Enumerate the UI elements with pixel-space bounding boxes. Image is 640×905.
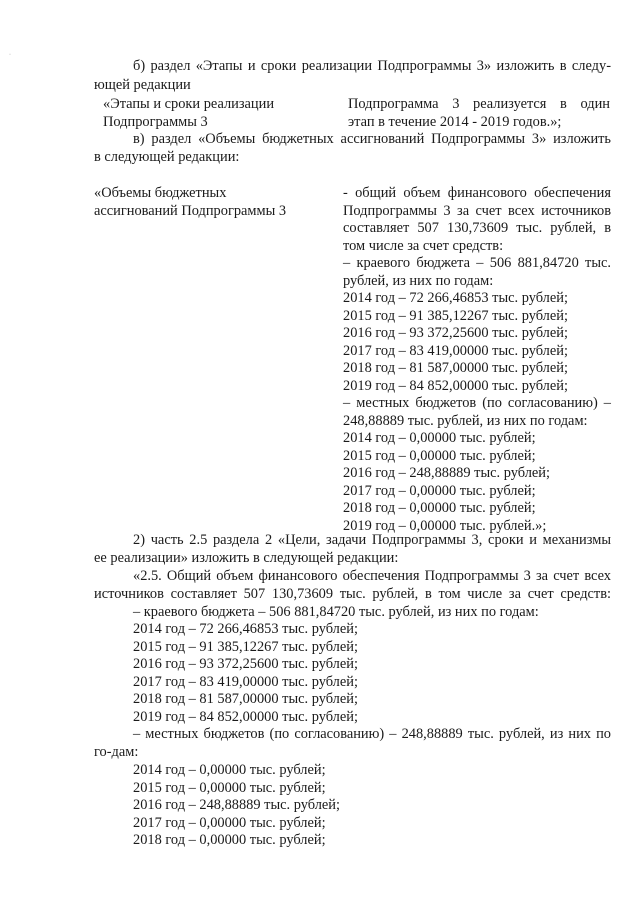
intro-v-line1: в) раздел «Объемы бюджетных ассигнований Подпрограммы 3» изложить xyxy=(133,131,611,147)
local-year-line: 2015 год – 0,00000 тыс. рублей; xyxy=(133,779,326,796)
volumes-line: 248,88889 тыс. рублей, из них по годам: xyxy=(343,412,588,429)
volumes-year-line: 2018 год – 0,00000 тыс. рублей; xyxy=(343,500,536,516)
volumes-line: рублей, из них по годам: xyxy=(343,272,494,289)
volumes-year-line: 2016 год – 248,88889 тыс. рублей; xyxy=(343,465,550,481)
volumes-year-line: 2016 год – 93 372,25600 тыс. рублей; xyxy=(343,325,568,341)
section25-local-years xyxy=(133,762,340,850)
local-year-line: 2017 год – 0,00000 тыс. рублей; xyxy=(133,814,326,831)
margin-mark: · xyxy=(9,52,11,58)
volumes-line: Подпрограммы 3 за счет всех источников xyxy=(343,202,611,219)
stages-left-line: «Этапы и сроки реализации xyxy=(103,96,275,112)
volumes-line: - общий объем финансового обеспечения xyxy=(343,185,611,201)
volumes-year-line: 2019 год – 84 852,00000 тыс. рублей; xyxy=(343,377,568,394)
volumes-line: том числе за счет средств: xyxy=(343,237,504,254)
regional-year-line: 2014 год – 72 266,46853 тыс. рублей; xyxy=(133,621,358,637)
volumes-line: составляет 507 130,73609 тыс. рублей, в xyxy=(343,220,611,236)
volumes-year-line: 2014 год – 0,00000 тыс. рублей; xyxy=(343,430,536,446)
volumes-right-cell xyxy=(343,185,611,535)
regional-year-line: 2019 год – 84 852,00000 тыс. рублей; xyxy=(133,708,358,725)
section25-regional-years xyxy=(133,621,358,726)
volumes-year-line: 2015 год – 91 385,12267 тыс. рублей; xyxy=(343,307,568,324)
intro-v-line2: в следующей редакции: xyxy=(94,149,240,165)
volumes-year-line: 2018 год – 81 587,00000 тыс. рублей; xyxy=(343,360,568,376)
regional-year-line: 2015 год – 91 385,12267 тыс. рублей; xyxy=(133,638,358,655)
volumes-year-line: 2015 год – 0,00000 тыс. рублей; xyxy=(343,447,536,464)
section25-regional: – краевого бюджета – 506 881,84720 тыс. рублей, из них по годам: xyxy=(133,604,539,620)
stages-right-line: Подпрограмма 3 реализуется в один xyxy=(348,96,610,112)
regional-year-line: 2017 год – 83 419,00000 тыс. рублей; xyxy=(133,673,358,690)
regional-year-line: 2018 год – 81 587,00000 тыс. рублей; xyxy=(133,691,358,707)
part2-line2: ее реализации» изложить в следующей редакции: xyxy=(94,550,399,566)
volumes-year-line: 2019 год – 0,00000 тыс. рублей.»; xyxy=(343,517,547,534)
volumes-left-cell xyxy=(94,185,286,220)
stages-right-line: этап в течение 2014 - 2019 годов.»; xyxy=(348,113,562,130)
volumes-line: – местных бюджетов (по согласованию) – xyxy=(343,395,611,411)
volumes-year-line: 2017 год – 0,00000 тыс. рублей; xyxy=(343,482,536,499)
section25-local-line1: – местных бюджетов (по согласованию) – 248,88889 тыс. рублей, из них по xyxy=(133,726,611,742)
volumes-year-line: 2014 год – 72 266,46853 тыс. рублей; xyxy=(343,290,568,306)
volumes-line: – краевого бюджета – 506 881,84720 тыс. xyxy=(343,255,611,271)
intro-b-line2: ющей редакции xyxy=(94,77,191,93)
stages-left-cell xyxy=(103,96,274,131)
intro-b-line1: б) раздел «Этапы и сроки реализации Подпрограммы 3» изложить в следу- xyxy=(133,58,611,74)
section25-local-line2: го-дам: xyxy=(94,744,139,760)
volumes-year-line: 2017 год – 83 419,00000 тыс. рублей; xyxy=(343,342,568,359)
regional-year-line: 2016 год – 93 372,25600 тыс. рублей; xyxy=(133,656,358,672)
local-year-line: 2014 год – 0,00000 тыс. рублей; xyxy=(133,762,326,778)
section25-line1: «2.5. Общий объем финансового обеспечения Подпрограммы 3 за счет всех xyxy=(133,568,611,584)
stages-left-line: Подпрограммы 3 xyxy=(103,113,208,130)
stages-right-cell xyxy=(348,96,610,131)
part2-line1: 2) часть 2.5 раздела 2 «Цели, задачи Подпрограммы 3, сроки и механизмы xyxy=(133,532,611,548)
section25-line2: источников составляет 507 130,73609 тыс. рублей, в том числе за счет средств: xyxy=(94,586,611,602)
volumes-left-line: ассигнований Подпрограммы 3 xyxy=(94,202,287,219)
local-year-line: 2018 год – 0,00000 тыс. рублей; xyxy=(133,832,326,848)
local-year-line: 2016 год – 248,88889 тыс. рублей; xyxy=(133,797,340,813)
volumes-left-line: «Объемы бюджетных xyxy=(94,185,227,201)
